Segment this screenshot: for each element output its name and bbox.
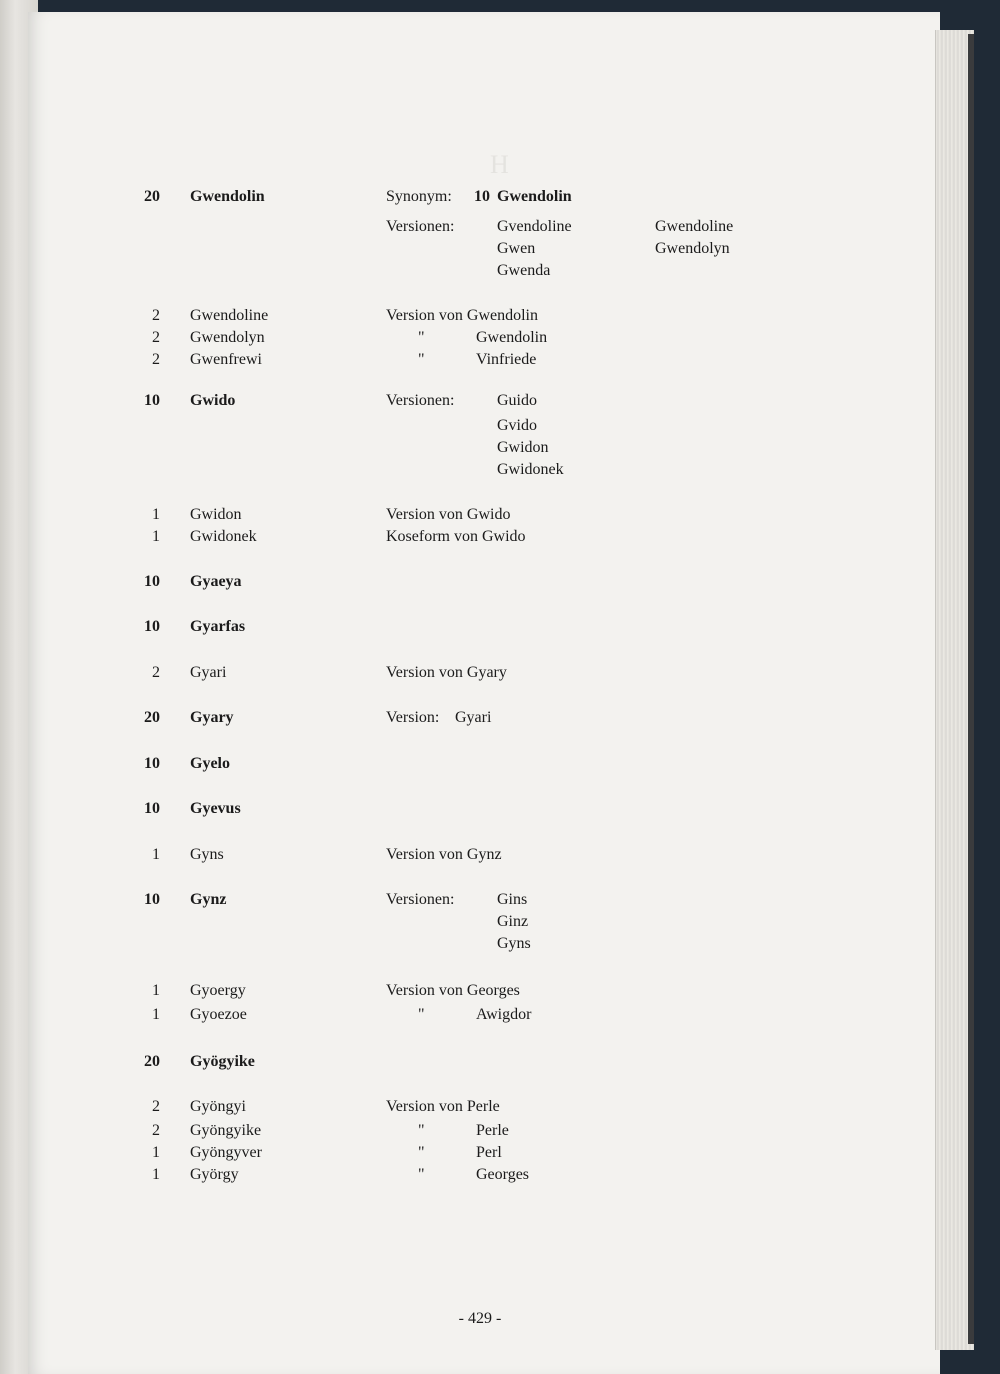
entry-count: 1 [152, 1166, 160, 1183]
entry-related-name: Gwidon [497, 439, 549, 456]
entry-count: 10 [144, 573, 160, 590]
entry-name: Gyari [190, 664, 227, 681]
entry-count: 1 [152, 528, 160, 545]
entry-name: Gwendoline [190, 307, 269, 324]
entry-name: Gwendolin [190, 188, 265, 205]
entry-row [0, 662, 940, 684]
entry-description: Version von Gwido [386, 506, 511, 523]
entry-description: Versionen: [386, 218, 455, 235]
entry-description: Version von Georges [386, 982, 520, 999]
entry-row [0, 844, 940, 866]
entry-description: Version von Gynz [386, 846, 502, 863]
entry-description: " [418, 1166, 425, 1183]
entry-row [0, 415, 940, 437]
entry-related-name: Perle [476, 1122, 509, 1139]
entry-name: Gyary [190, 709, 234, 726]
entry-row [0, 216, 940, 238]
entry-related-name: Perl [476, 1144, 502, 1161]
entry-name: Gyoezoe [190, 1006, 247, 1023]
entry-row [0, 1096, 940, 1118]
entry-count: 2 [152, 351, 160, 368]
entry-row [0, 1120, 940, 1142]
entry-description: Koseform von Gwido [386, 528, 526, 545]
entry-description: Version: [386, 709, 440, 726]
entry-row [0, 186, 940, 208]
entry-row [0, 1164, 940, 1186]
entry-name: Gwendolyn [190, 329, 265, 346]
entry-related-name: Awigdor [476, 1006, 532, 1023]
entry-count: 20 [144, 1053, 160, 1070]
entry-name: Gyögyike [190, 1053, 255, 1070]
entry-row [0, 889, 940, 911]
entry-count: 2 [152, 307, 160, 324]
entry-related-name: Gwendolin [476, 329, 548, 346]
entry-description: Versionen: [386, 891, 455, 908]
entry-row [0, 911, 940, 933]
entry-name: Gyns [190, 846, 224, 863]
entry-description: Version von Gwendolin [386, 307, 538, 324]
entry-row [0, 1051, 940, 1073]
entry-name: Gwenfrewi [190, 351, 262, 368]
entry-row [0, 526, 940, 548]
entry-name: Gyaeya [190, 573, 242, 590]
book-cover-edge [968, 34, 974, 1344]
entry-related-name: Gvido [497, 417, 537, 434]
entry-row [0, 1142, 940, 1164]
entry-related-name: Gyari [455, 709, 492, 726]
entry-count: 1 [152, 982, 160, 999]
page-number: - 429 - [458, 1310, 502, 1327]
entry-name: Gyevus [190, 800, 241, 817]
entry-name: Gyoergy [190, 982, 246, 999]
entry-row [0, 616, 940, 638]
entry-name: György [190, 1166, 239, 1183]
entry-description: " [418, 329, 425, 346]
entry-name: Gyöngyike [190, 1122, 262, 1139]
entry-name: Gynz [190, 891, 227, 908]
entry-row [0, 260, 940, 282]
entry-row [0, 327, 940, 349]
entry-row [0, 437, 940, 459]
entry-related-name: Gwidonek [497, 461, 564, 478]
entry-row [0, 504, 940, 526]
entry-row [0, 305, 940, 327]
entry-description: " [418, 1006, 425, 1023]
entry-related-name: Gwen [497, 240, 536, 257]
entry-row [0, 798, 940, 820]
entry-related-name: Gyns [497, 935, 531, 952]
entry-description: Versionen: [386, 392, 455, 409]
entry-count: 1 [152, 846, 160, 863]
entry-count: 2 [152, 329, 160, 346]
entry-name: Gyarfas [190, 618, 246, 635]
entry-related-name: Georges [476, 1166, 530, 1183]
entry-related-name: Gwendolin [497, 188, 572, 205]
entry-name: Gwido [190, 392, 236, 409]
entry-count: 10 [144, 755, 160, 772]
entry-row [0, 390, 940, 412]
entry-row [0, 980, 940, 1002]
entry-name: Gwidon [190, 506, 242, 523]
show-through-letter: H [490, 150, 509, 179]
entry-name: Gyöngyver [190, 1144, 262, 1161]
entry-row [0, 571, 940, 593]
entry-row [0, 1004, 940, 1026]
entry-description: " [418, 1144, 425, 1161]
entry-related-name: Gwenda [497, 262, 551, 279]
entry-description: Version von Perle [386, 1098, 500, 1115]
entry-name: Gwidonek [190, 528, 257, 545]
entry-row [0, 753, 940, 775]
entry-count: 1 [152, 506, 160, 523]
entry-count: 2 [152, 664, 160, 681]
entry-row [0, 349, 940, 371]
entry-related-name: Vinfriede [476, 351, 537, 368]
entry-count: 10 [144, 891, 160, 908]
entry-related-name: Guido [497, 392, 537, 409]
entry-count: 10 [144, 392, 160, 409]
entry-name: Gyelo [190, 755, 230, 772]
entry-related-name: Ginz [497, 913, 529, 930]
entry-name: Gyöngyi [190, 1098, 246, 1115]
entry-count: 10 [144, 800, 160, 817]
entry-related-name: Gvendoline [497, 218, 572, 235]
entry-description: Synonym: [386, 188, 452, 205]
entry-row [0, 933, 940, 955]
entry-count: 20 [144, 188, 160, 205]
entry-description: " [418, 1122, 425, 1139]
entry-count: 2 [152, 1122, 160, 1139]
entry-row [0, 238, 940, 260]
entry-alt-version: Gwendoline [655, 218, 734, 235]
entry-description: " [418, 351, 425, 368]
entry-count: 2 [152, 1098, 160, 1115]
entry-count: 20 [144, 709, 160, 726]
entry-alt-version: Gwendolyn [655, 240, 730, 257]
entry-row [0, 459, 940, 481]
entry-related-name: Gins [497, 891, 528, 908]
entry-count: 10 [144, 618, 160, 635]
entry-row [0, 707, 940, 729]
entry-count: 1 [152, 1144, 160, 1161]
entry-synonym-count: 10 [474, 188, 490, 205]
entry-count: 1 [152, 1006, 160, 1023]
entry-description: Version von Gyary [386, 664, 507, 681]
